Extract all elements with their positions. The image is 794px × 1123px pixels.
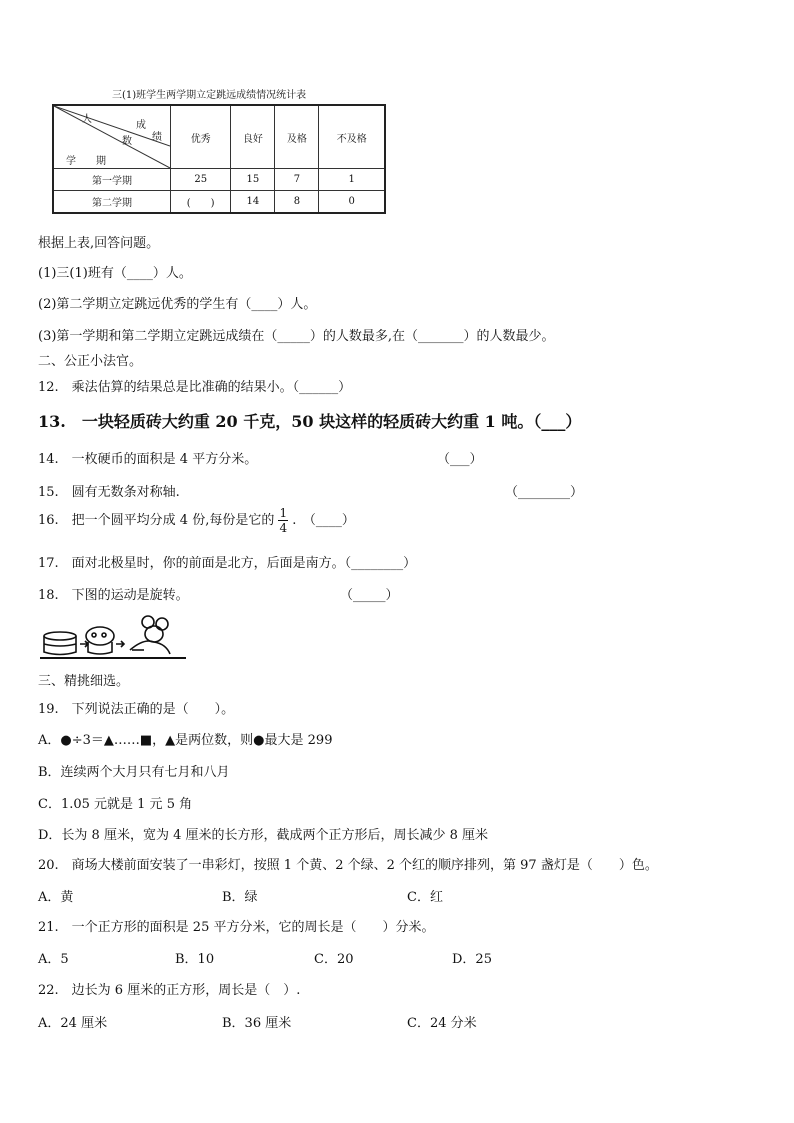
table-cell: 0 bbox=[319, 191, 385, 213]
question-12[interactable]: 12. 乘法估算的结果总是比准确的结果小。（______） bbox=[38, 380, 352, 395]
option-20-c[interactable]: C．红 bbox=[407, 890, 443, 905]
question-21: 21. 一个正方形的面积是 25 平方分米，它的周长是（ ）分米。 bbox=[38, 920, 435, 935]
table-row bbox=[53, 169, 385, 191]
intro-text: 根据上表,回答问题。 bbox=[38, 236, 160, 251]
question-13[interactable]: 13. 一块轻质砖大约重 20 千克，50 块这样的轻质砖大约重 1 吨。（___） bbox=[38, 412, 582, 431]
question-17[interactable]: 17. 面对北极星时，你的前面是北方，后面是南方。（________） bbox=[38, 556, 417, 571]
option-22-a[interactable]: A．24 厘米 bbox=[38, 1016, 108, 1031]
answer-blank-18[interactable]: （_____） bbox=[340, 588, 399, 603]
table-cell: 1 bbox=[319, 169, 385, 191]
header-excellent: 优秀 bbox=[171, 105, 231, 169]
answer-blank-15[interactable]: （________） bbox=[505, 485, 584, 500]
section-heading-judgement: 二、公正小法官。 bbox=[38, 354, 143, 369]
fraction-denominator: 4 bbox=[279, 521, 288, 535]
option-19-a[interactable]: A．●÷3＝▲……■，▲是两位数，则●最大是 299 bbox=[38, 733, 333, 748]
option-19-b[interactable]: B．连续两个大月只有七月和八月 bbox=[38, 765, 230, 780]
question-16-text: 16. 把一个圆平均分成 4 份,每份是它的 bbox=[38, 513, 275, 528]
option-19-d[interactable]: D．长为 8 厘米，宽为 4 厘米的长方形，截成两个正方形后，周长减少 8 厘米 bbox=[38, 828, 489, 843]
option-22-b[interactable]: B．36 厘米 bbox=[222, 1016, 292, 1031]
fraction-numerator: 1 bbox=[279, 506, 288, 520]
corner-label-people: 人 bbox=[82, 114, 92, 125]
option-20-b[interactable]: B．绿 bbox=[222, 890, 258, 905]
corner-label-semester: 学 期 bbox=[66, 156, 106, 167]
question-1[interactable]: (1)三(1)班有（____）人。 bbox=[38, 266, 192, 281]
question-15: 15. 圆有无数条对称轴. bbox=[38, 485, 180, 500]
section-heading-choice: 三、精挑细选。 bbox=[38, 674, 130, 689]
option-21-a[interactable]: A．5 bbox=[38, 952, 69, 967]
question-3[interactable]: (3)第一学期和第二学期立定跳远成绩在（_____）的人数最多,在（_______）的人数最少。 bbox=[38, 329, 555, 344]
option-21-c[interactable]: C．20 bbox=[314, 952, 354, 967]
table-cell: 7 bbox=[275, 169, 319, 191]
question-18: 18. 下图的运动是旋转。 bbox=[38, 588, 189, 603]
statistics-table bbox=[52, 104, 386, 214]
question-20: 20. 商场大楼前面安装了一串彩灯，按照 1 个黄、2 个绿、2 个红的顺序排列，第 97 盏灯是（ ）色。 bbox=[38, 858, 658, 873]
question-22: 22. 边长为 6 厘米的正方形，周长是（ ）. bbox=[38, 983, 301, 998]
table-cell: 8 bbox=[275, 191, 319, 213]
row-label: 第一学期 bbox=[53, 169, 171, 191]
table-cell-blank[interactable]: ( ) bbox=[171, 191, 231, 213]
option-22-c[interactable]: C．24 分米 bbox=[407, 1016, 477, 1031]
question-16-tail: . （____） bbox=[292, 513, 355, 528]
header-fail: 不及格 bbox=[319, 105, 385, 169]
corner-label-result: 绩 bbox=[152, 132, 162, 143]
question-14: 14. 一枚硬币的面积是 4 平方分米。 bbox=[38, 452, 258, 467]
header-pass: 及格 bbox=[275, 105, 319, 169]
corner-label-score: 成 bbox=[136, 120, 146, 131]
header-good: 良好 bbox=[231, 105, 275, 169]
fraction-one-quarter bbox=[278, 506, 288, 535]
option-19-c[interactable]: C．1.05 元就是 1 元 5 角 bbox=[38, 797, 193, 812]
option-21-d[interactable]: D．25 bbox=[452, 952, 492, 967]
option-20-a[interactable]: A．黄 bbox=[38, 890, 74, 905]
table-cell: 15 bbox=[231, 169, 275, 191]
table-cell: 14 bbox=[231, 191, 275, 213]
table-title: 三(1)班学生两学期立定跳远成绩情况统计表 bbox=[112, 90, 307, 101]
corner-label-count: 数 bbox=[122, 136, 132, 147]
answer-blank-14[interactable]: （___） bbox=[437, 452, 483, 467]
question-16[interactable] bbox=[38, 506, 355, 535]
table-corner-header bbox=[53, 105, 171, 169]
option-21-b[interactable]: B．10 bbox=[175, 952, 215, 967]
table-row bbox=[53, 191, 385, 213]
table-cell: 25 bbox=[171, 169, 231, 191]
question-19: 19. 下列说法正确的是（ ）。 bbox=[38, 702, 235, 717]
question-2[interactable]: (2)第二学期立定跳远优秀的学生有（____）人。 bbox=[38, 297, 317, 312]
row-label: 第二学期 bbox=[53, 191, 171, 213]
motion-figure-image bbox=[40, 614, 186, 662]
